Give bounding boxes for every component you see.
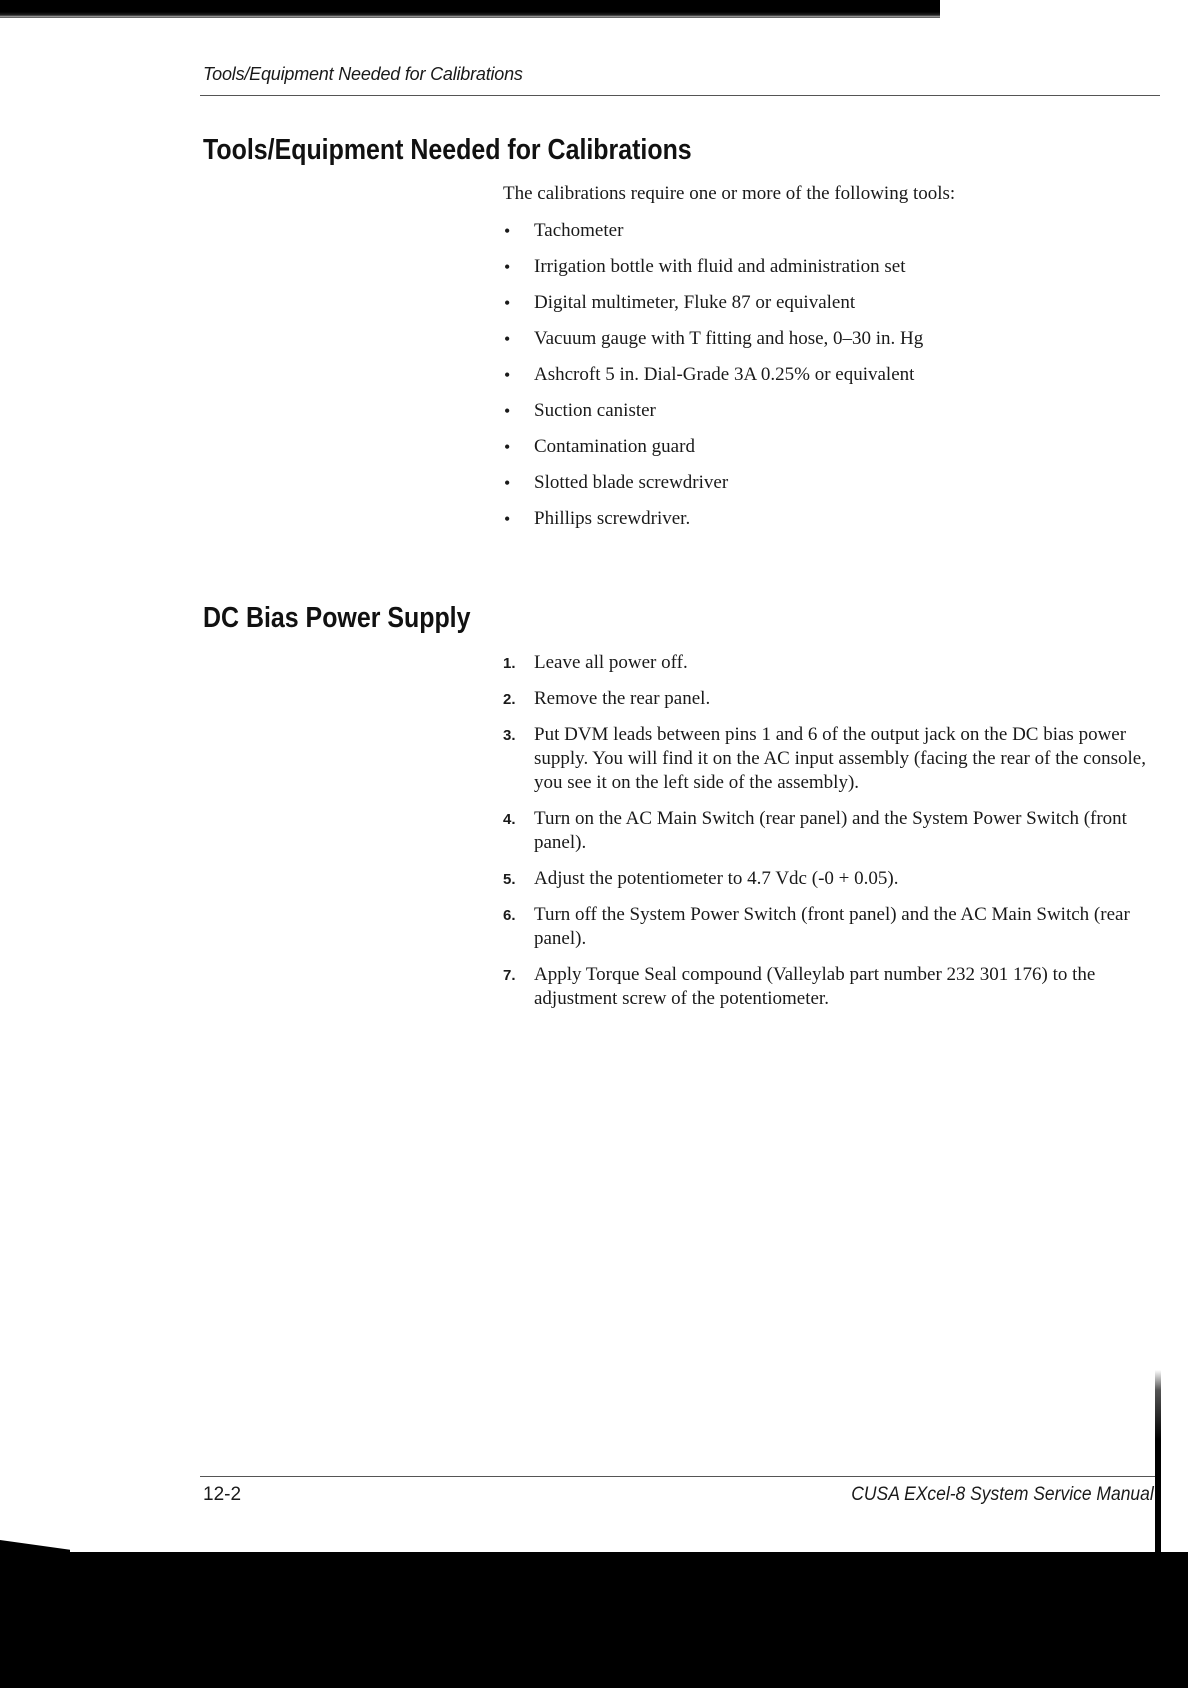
bullet-icon: • [504, 401, 511, 421]
step-text: Apply Torque Seal compound (Valleylab part number 232 301 176) to the adjustment screw of the potentiometer. [534, 964, 1096, 1009]
step-item [503, 903, 1168, 951]
list-item [503, 290, 923, 326]
list-item-text: Irrigation bottle with fluid and administration set [534, 256, 906, 277]
scan-top-edge [0, 0, 940, 18]
header-rule [200, 95, 1160, 96]
scan-right-edge [1155, 1370, 1161, 1560]
bullet-icon: • [504, 509, 511, 529]
list-item [503, 398, 923, 434]
step-number: 1. [503, 655, 516, 672]
list-item [503, 506, 923, 542]
list-item [503, 218, 923, 254]
list-item-text: Vacuum gauge with T fitting and hose, 0–30 in. Hg [534, 328, 924, 349]
step-item [503, 867, 1168, 891]
manual-title: CUSA EXcel-8 System Service Manual [851, 1484, 1154, 1505]
footer-rule [200, 1476, 1160, 1477]
dc-bias-section-title: DC Bias Power Supply [203, 602, 471, 634]
tools-intro: The calibrations require one or more of the following tools: [503, 183, 956, 204]
list-item [503, 470, 923, 506]
list-item-text: Phillips screwdriver. [534, 508, 691, 529]
bullet-icon: • [504, 221, 511, 241]
bullet-icon: • [504, 437, 511, 457]
step-text: Adjust the potentiometer to 4.7 Vdc (-0 + 0.05). [534, 868, 899, 889]
step-number: 6. [503, 907, 516, 924]
list-item [503, 362, 923, 398]
dc-bias-steps [503, 651, 1168, 1023]
step-number: 3. [503, 727, 516, 744]
step-text: Leave all power off. [534, 652, 688, 673]
tools-section-title: Tools/Equipment Needed for Calibrations [203, 134, 692, 166]
list-item [503, 254, 923, 290]
bullet-icon: • [504, 329, 511, 349]
step-number: 7. [503, 967, 516, 984]
list-item [503, 434, 923, 470]
list-item-text: Digital multimeter, Fluke 87 or equivalent [534, 292, 856, 313]
running-header: Tools/Equipment Needed for Calibrations [203, 64, 523, 84]
bullet-icon: • [504, 365, 511, 385]
page-number: 12-2 [203, 1484, 242, 1505]
bullet-icon: • [504, 293, 511, 313]
step-item [503, 687, 1168, 711]
step-item [503, 807, 1168, 855]
list-item [503, 326, 923, 362]
bullet-icon: • [504, 473, 511, 493]
scan-bottom-edge [0, 1552, 1188, 1688]
tools-list [503, 218, 923, 542]
step-item [503, 651, 1168, 675]
step-text: Turn on the AC Main Switch (rear panel) and the System Power Switch (front panel). [534, 808, 1127, 853]
step-item [503, 963, 1168, 1011]
step-number: 5. [503, 871, 516, 888]
step-number: 4. [503, 811, 516, 828]
step-text: Turn off the System Power Switch (front panel) and the AC Main Switch (rear panel). [534, 904, 1130, 949]
step-text: Remove the rear panel. [534, 688, 711, 709]
step-number: 2. [503, 691, 516, 708]
bullet-icon: • [504, 257, 511, 277]
list-item-text: Suction canister [534, 400, 656, 421]
list-item-text: Ashcroft 5 in. Dial-Grade 3A 0.25% or equivalent [534, 364, 915, 385]
step-item [503, 723, 1168, 795]
list-item-text: Tachometer [534, 220, 624, 241]
list-item-text: Contamination guard [534, 436, 695, 457]
list-item-text: Slotted blade screwdriver [534, 472, 729, 493]
step-text: Put DVM leads between pins 1 and 6 of the output jack on the DC bias power supply. You will find it on the AC input assembly (facing the rear of the console, you see it on the left side of the assembly). [534, 724, 1146, 793]
